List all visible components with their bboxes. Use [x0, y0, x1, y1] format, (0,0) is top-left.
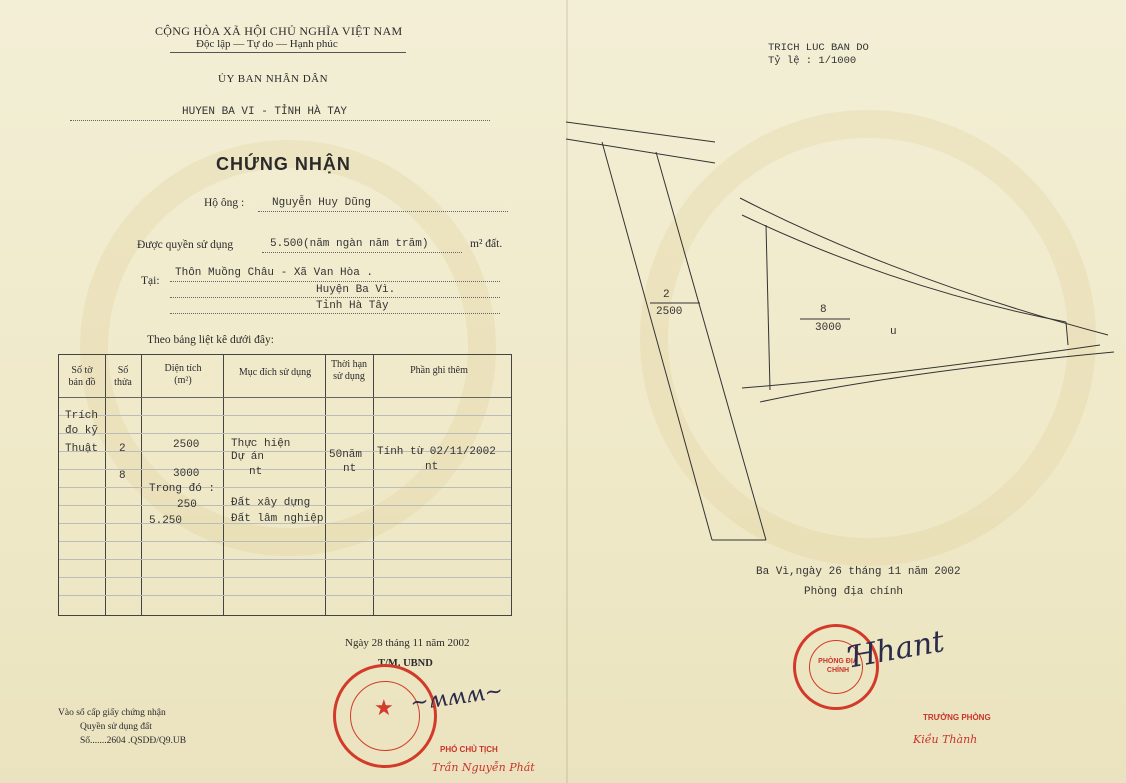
area-1: 2500	[173, 439, 200, 451]
term-1: 50năm	[329, 449, 363, 461]
registry-line2: Quyền sử dụng đất	[80, 722, 152, 732]
household-value: Nguyễn Huy Dũng	[272, 197, 372, 209]
area-subtotal-label: Trong đó :	[149, 483, 216, 495]
parcel-2: 8	[119, 470, 126, 482]
notes-2: nt	[425, 461, 439, 473]
parcel-1: 2	[119, 443, 126, 455]
rights-value: 5.500(năm ngàn năm trăm)	[270, 238, 429, 250]
right-date-line: Ba Vì,ngày 26 tháng 11 năm 2002	[756, 566, 961, 578]
motto: Độc lập — Tự do — Hạnh phúc	[196, 38, 338, 50]
right-signature: Ɦhant	[847, 624, 948, 675]
left-date-line: Ngày 28 tháng 11 năm 2002	[345, 637, 470, 649]
left-sign-title: T/M. UBND	[378, 658, 433, 669]
map-road-top-a	[566, 122, 715, 142]
header-term: Thời hạn sử dụng	[330, 359, 368, 382]
map-extract-title: TRICH LUC BAN DO	[768, 42, 869, 54]
area-3: 250	[177, 499, 197, 511]
area-2: 3000	[173, 468, 200, 480]
address-line1: Thôn Muồng Châu - Xã Van Hòa .	[175, 267, 374, 279]
notes-1: Tính từ 02/11/2002	[377, 446, 496, 458]
map-parcel-2-left-edge	[602, 142, 712, 540]
right-sign-name: Kiều Thành	[913, 733, 978, 746]
purpose-1a: Thực hiện	[231, 438, 291, 450]
address-line3: Tỉnh Hà Tây	[316, 300, 389, 312]
map-sheet-line1: Trích	[65, 410, 99, 422]
star-icon: ★	[374, 695, 394, 720]
map-parcel-2-number: 2	[663, 289, 670, 301]
map-parcel-8-lower-edge	[742, 345, 1100, 388]
map-road-lower	[760, 352, 1114, 402]
district-title: HUYEN BA VI - TỈNH HÀ TAY	[182, 106, 348, 118]
republic-title: CỘNG HÒA XÃ HỘI CHỦ NGHĨA VIỆT NAM	[155, 24, 403, 38]
header-purpose: Mục đích sử dụng	[238, 367, 312, 378]
header-notes: Phần ghi thêm	[410, 365, 468, 376]
purpose-3: Đất xây dựng	[231, 497, 311, 509]
term-2: nt	[343, 463, 357, 475]
area-4: 5.250	[149, 515, 183, 527]
left-sign-name: Trần Nguyễn Phát	[432, 761, 535, 774]
map-sheet-line3: Thuật	[65, 443, 99, 455]
rights-label: Được quyền sử dụng	[137, 239, 234, 251]
purpose-4: Đất lâm nghiệp	[231, 513, 324, 525]
address-label: Tại:	[141, 275, 160, 287]
map-parcel-8-area: 3000	[815, 322, 842, 334]
header-area: Diện tích (m²)	[164, 363, 202, 386]
header-parcel: Số thửa	[114, 365, 132, 388]
map-parcel-8-left-edge	[766, 225, 770, 390]
map-parcel-8-inner-edge	[742, 215, 1066, 322]
right-sign-role: TRƯỞNG PHÒNG	[923, 713, 991, 722]
address-line2: Huyện Ba Vì.	[316, 284, 396, 296]
purpose-2: nt	[249, 466, 263, 478]
left-signature: ~ʍʍʍ~	[408, 678, 505, 717]
registry-line3: Số.......2604 .QSDĐ/Q9.UB	[80, 736, 187, 746]
header-map-sheet: Số tờ bản đồ	[68, 365, 96, 388]
map-mark: u	[890, 326, 897, 338]
registry-line1: Vào sổ cấp giấy chứng nhận	[58, 708, 166, 718]
certificate-title: CHỨNG NHẬN	[216, 154, 351, 174]
land-office-seal-text: PHÒNG ĐỊA CHÍNH	[818, 658, 858, 674]
map-parcel-2-area: 2500	[656, 306, 683, 318]
map-sheet-line2: đo kỹ	[65, 425, 99, 437]
map-parcel-8-number: 8	[820, 304, 827, 316]
map-road-top-b	[566, 139, 715, 163]
committee-title: ỦY BAN NHÂN DÂN	[218, 73, 329, 85]
map-parcel-8-top-edge	[740, 198, 1108, 335]
left-sign-role: PHÓ CHỦ TỊCH	[440, 745, 498, 754]
purpose-1b: Dự án	[231, 451, 265, 463]
map-parcel-2-right-edge	[656, 152, 766, 540]
rights-unit: m² đất.	[470, 238, 503, 250]
household-label: Hộ ông :	[204, 197, 245, 209]
map-parcel-8-right-edge	[1066, 322, 1068, 345]
land-office: Phòng địa chính	[804, 586, 904, 598]
map-scale: Tỷ lệ : 1/1000	[768, 55, 857, 67]
table-intro: Theo bảng liệt kê dưới đây:	[147, 334, 274, 346]
